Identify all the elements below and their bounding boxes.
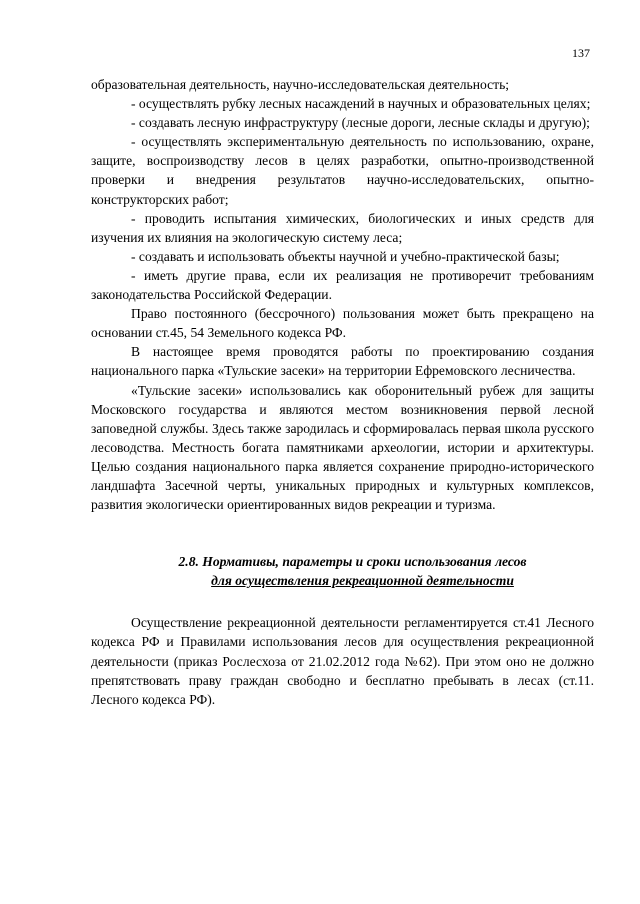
list-item: - создавать и использовать объекты научной и учебно-практической базы; xyxy=(131,248,560,264)
body-text xyxy=(91,75,594,709)
list-item: - осуществлять экспериментальную деятельность по использованию, охране, защите, воспроизводству лесов в целях разработки, опытно-производственной проверки и внедрения результатов научно-исследовательских, опытно-конструкторских работ; xyxy=(91,134,594,207)
section-heading xyxy=(91,552,594,590)
page-number: 137 xyxy=(572,46,590,60)
section-heading-line1: 2.8. Нормативы, параметры и сроки использования лесов xyxy=(178,554,527,570)
paragraph: Право постоянного (бессрочного) пользования может быть прекращено на основании ст.45, 54 Земельного кодекса РФ. xyxy=(91,306,594,341)
list-item: - проводить испытания химических, биологических и иных средств для изучения их влияния на экологическую систему леса; xyxy=(91,210,594,245)
paragraph: Осуществление рекреационной деятельности регламентируется ст.41 Лесного кодекса РФ и Правилами использования лесов для осуществления рекреационной деятельности (приказ Рослесхоза от 21.02.2012 года №62). При этом оно не должно препятствовать праву граждан свободно и бесплатно пребывать в лесах (ст.11. Лесного кодекса РФ). xyxy=(91,615,594,707)
list-item: - иметь другие права, если их реализация не противоречит требованиям законодательства Российской Федерации. xyxy=(91,267,594,303)
paragraph: В настоящее время проводятся работы по проектированию создания национального парка «Тульские засеки» на территории Ефремовского лесничества. xyxy=(91,344,594,379)
paragraph: образовательная деятельность, научно-исследовательская деятельность; xyxy=(91,77,510,92)
list-item: - создавать лесную инфраструктуру (лесные дороги, лесные склады и другую); xyxy=(131,115,590,131)
paragraph: «Тульские засеки» использовались как оборонительный рубеж для защиты Московского государства и являются местом возникновения первой лесной заповедной службы. Здесь также зародилась и сформировалась первая школа русского лесоводства. Местность богата памятниками археологии, истории и архитектуры. Целью создания национального парка является сохранение природно-исторического ландшафта Засечной черты, уникальных природных и культурных комплексов, развития экологически ориентированных видов рекреации и туризма. xyxy=(91,382,594,513)
list-item: - осуществлять рубку лесных насаждений в научных и образовательных целях; xyxy=(131,96,591,112)
section-heading-line2: для осуществления рекреационной деятельности xyxy=(211,573,514,589)
